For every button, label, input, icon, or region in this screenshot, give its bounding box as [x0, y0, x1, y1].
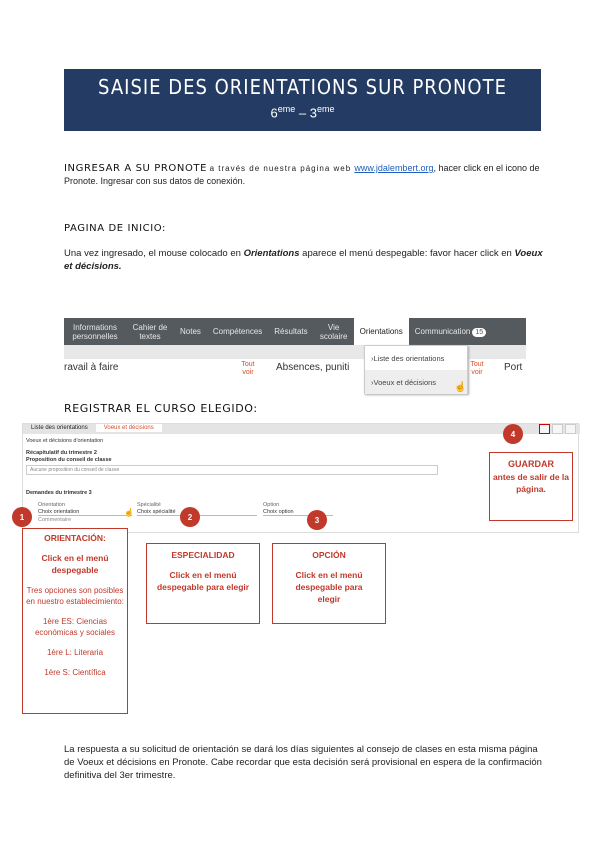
- proposition-label: Proposition du conseil de classe: [26, 457, 112, 463]
- tout-voir-link-1[interactable]: Tout voir: [241, 361, 255, 376]
- travail-panel-title: ravail à faire: [64, 362, 119, 373]
- register-heading: REGISTRAR EL CURSO ELEGIDO:: [64, 402, 258, 415]
- nav-item-cahier[interactable]: Cahier de textes: [132, 322, 168, 341]
- save-icon[interactable]: [539, 424, 550, 434]
- tout-voir-link-2[interactable]: Tout voir: [470, 361, 484, 376]
- grade-range: 6eme – 3eme: [270, 104, 335, 121]
- tab-liste[interactable]: Liste des orientations: [31, 425, 88, 431]
- login-heading: INGRESAR A SU PRONOTE: [64, 163, 208, 174]
- footer-note: La respuesta a su solicitud de orientación se dará los días siguientes al consejo de clases en esta misma página de Voeux et décisions en Pronote. Cabe recordar que esta decisión será provisional en espera de la confirmación definitiva del 3er trimestre.: [64, 744, 542, 781]
- nav-item-competences[interactable]: Compétences: [212, 327, 263, 336]
- commentaire-label: Commentaire: [38, 517, 72, 523]
- demandes-label: Demandes du trimestre 3: [26, 490, 92, 496]
- nav-bar: [64, 318, 526, 345]
- section-login: INGRESAR A SU PRONOTE a través de nuestra página web www.jdalembert.org, hacer click en el icono de Pronote. Ingresar con sus datos de conexión.: [64, 163, 540, 186]
- home-instructions: Una vez ingresado, el mouse colocado en Orientations aparece el menú despegable: favor hacer click en Voeux et décisions.: [64, 248, 543, 272]
- pronote-nav-screenshot: [64, 318, 526, 396]
- orientation-callout: ORIENTACIÓN: Click en el menú despegable Tres opciones son posibles en nuestro establecimiento: 1ère ES: Ciencias económicas y sociales 1ère L: Literaria 1ère S: Científica: [22, 528, 128, 714]
- step-marker-2: 2: [180, 507, 200, 527]
- col-specialite: Spécialité: [137, 502, 161, 508]
- option-select[interactable]: Choix option: [263, 509, 333, 516]
- proposition-field: Aucune proposition du conseil de classe: [26, 465, 438, 475]
- step-marker-3: 3: [307, 510, 327, 530]
- orientations-dropdown: [364, 345, 468, 394]
- home-heading: PAGINA DE INICIO:: [64, 223, 167, 234]
- nav-item-notes[interactable]: Notes: [180, 327, 201, 336]
- title-banner: [64, 69, 541, 131]
- step-marker-1: 1: [12, 507, 32, 527]
- col-orientation: Orientation: [38, 502, 65, 508]
- col-option: Option: [263, 502, 280, 508]
- menu-item-voeux[interactable]: › Voeux et décisions: [365, 370, 467, 394]
- print-icon[interactable]: [552, 424, 563, 434]
- notification-badge: 15: [472, 328, 486, 337]
- hand-cursor-icon: ☝: [454, 382, 467, 393]
- save-callout: GUARDAR antes de salir de la página.: [489, 452, 573, 521]
- tab-voeux[interactable]: Voeux et décisions: [96, 424, 162, 432]
- nav-item-orientations[interactable]: Orientations: [354, 318, 409, 345]
- nav-item-vie-scolaire[interactable]: Vie scolaire: [319, 322, 348, 341]
- port-panel-title: Port: [504, 362, 523, 373]
- hand-cursor-icon: ☝: [124, 508, 134, 517]
- menu-item-liste[interactable]: › Liste des orientations: [371, 353, 445, 363]
- website-link[interactable]: www.jdalembert.org: [354, 163, 434, 173]
- nav-item-resultats[interactable]: Résultats: [274, 327, 308, 336]
- nav-item-communication[interactable]: Communication 15: [409, 327, 492, 337]
- nav-item-informations[interactable]: Informations personnelles: [72, 322, 118, 341]
- page-title: SAISIE DES ORIENTATIONS SUR PRONOTE: [98, 75, 507, 99]
- orientation-select[interactable]: Choix orientation: [38, 509, 132, 516]
- recap-label: Récapitulatif du trimestre 2: [26, 450, 97, 456]
- form-title: Voeux et décisions d'orientation: [26, 438, 104, 444]
- opcion-callout: OPCIÓN Click en el menú despegable para elegir: [272, 543, 386, 624]
- help-icon[interactable]: [565, 424, 576, 434]
- step-marker-4: 4: [503, 424, 523, 444]
- especialidad-callout: ESPECIALIDAD Click en el menú despegable para elegir: [146, 543, 260, 624]
- specialite-select[interactable]: Choix spécialité: [137, 509, 257, 516]
- absences-panel-title: Absences, puniti: [276, 362, 350, 373]
